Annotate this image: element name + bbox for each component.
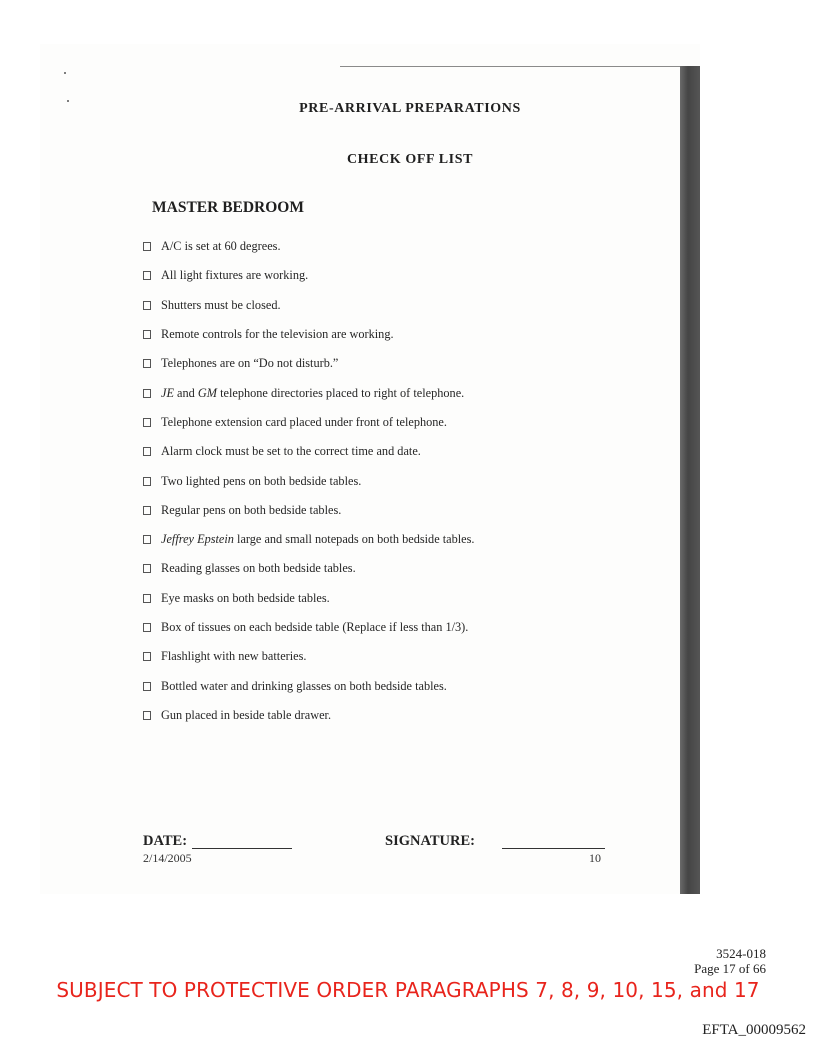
checklist-item <box>143 613 475 642</box>
checklist-item <box>143 525 475 554</box>
signature-blank-line <box>502 848 605 849</box>
page-count: Page 17 of 66 <box>694 961 766 976</box>
checkbox-icon <box>143 389 151 398</box>
checkbox-icon <box>143 447 151 456</box>
case-number: 3524-018 <box>716 946 766 961</box>
checklist <box>143 232 475 730</box>
item-label: Box of tissues on each bedside table (Replace if less than 1/3). <box>161 620 469 634</box>
scan-top-rule <box>340 66 686 67</box>
document-subtitle: CHECK OFF LIST <box>346 152 474 167</box>
checklist-item <box>143 349 475 378</box>
checklist-item <box>143 671 475 700</box>
checklist-item <box>143 261 475 290</box>
checklist-item <box>143 291 475 320</box>
checkbox-icon <box>143 711 151 720</box>
checkbox-icon <box>143 418 151 427</box>
checkbox-icon <box>143 564 151 573</box>
item-label: All light fixtures are working. <box>161 268 309 283</box>
checkbox-icon <box>143 477 151 486</box>
checklist-item <box>143 642 475 671</box>
checklist-item <box>143 466 475 495</box>
checkbox-icon <box>143 330 151 339</box>
checklist-item <box>143 701 475 730</box>
signature-label: SIGNATURE: <box>385 833 475 849</box>
item-label: Alarm clock must be set to the correct time and date. <box>161 444 421 459</box>
checkbox-icon <box>143 506 151 515</box>
protective-order-notice: SUBJECT TO PROTECTIVE ORDER PARAGRAPHS 7, 8, 9, 10, 15, and 17 <box>56 978 760 1002</box>
checkbox-icon <box>143 242 151 251</box>
section-title: MASTER BEDROOM <box>152 199 304 216</box>
revision-date: 2/14/2005 <box>143 851 192 865</box>
checkbox-icon <box>143 271 151 280</box>
document-title: PRE-ARRIVAL PREPARATIONS <box>299 101 521 116</box>
item-label: Two lighted pens on both bedside tables. <box>161 473 362 488</box>
item-label: Gun placed in beside table drawer. <box>161 707 332 722</box>
checkbox-icon <box>143 535 151 544</box>
checkbox-icon <box>143 652 151 661</box>
checkbox-icon <box>143 594 151 603</box>
checkbox-icon <box>143 359 151 368</box>
scan-speck <box>67 100 69 102</box>
item-label: JE and GM telephone directories placed to right of telephone. <box>161 385 465 400</box>
item-label: Bottled water and drinking glasses on both bedside tables. <box>161 678 447 693</box>
bates-number: EFTA_00009562 <box>702 1022 806 1038</box>
checklist-item <box>143 437 475 466</box>
checkbox-icon <box>143 682 151 691</box>
checklist-item <box>143 496 475 525</box>
checklist-item <box>143 320 475 349</box>
item-label: Telephones are on “Do not disturb.” <box>161 356 339 371</box>
scan-speck <box>64 72 66 74</box>
checkbox-icon <box>143 301 151 310</box>
item-label: Remote controls for the television are working. <box>161 327 394 342</box>
checklist-item <box>143 232 475 261</box>
item-label: Eye masks on both bedside tables. <box>161 590 330 605</box>
checklist-item <box>143 378 475 407</box>
date-blank-line <box>192 848 292 849</box>
document-page-number: 10 <box>589 851 601 865</box>
item-label: Jeffrey Epstein large and small notepads on both bedside tables. <box>161 532 475 547</box>
item-label: Regular pens on both bedside tables. <box>161 502 342 517</box>
item-label: A/C is set at 60 degrees. <box>161 239 281 254</box>
date-label: DATE: <box>143 833 188 849</box>
item-label: Reading glasses on both bedside tables. <box>161 561 356 576</box>
checklist-item <box>143 408 475 437</box>
checklist-item <box>143 584 475 613</box>
item-label: Telephone extension card placed under front of telephone. <box>161 414 447 429</box>
item-label: Flashlight with new batteries. <box>161 649 307 664</box>
checkbox-icon <box>143 623 151 632</box>
checklist-item <box>143 554 475 583</box>
case-reference <box>694 946 766 976</box>
scan-shadow-edge <box>680 66 700 894</box>
item-label: Shutters must be closed. <box>161 297 281 312</box>
